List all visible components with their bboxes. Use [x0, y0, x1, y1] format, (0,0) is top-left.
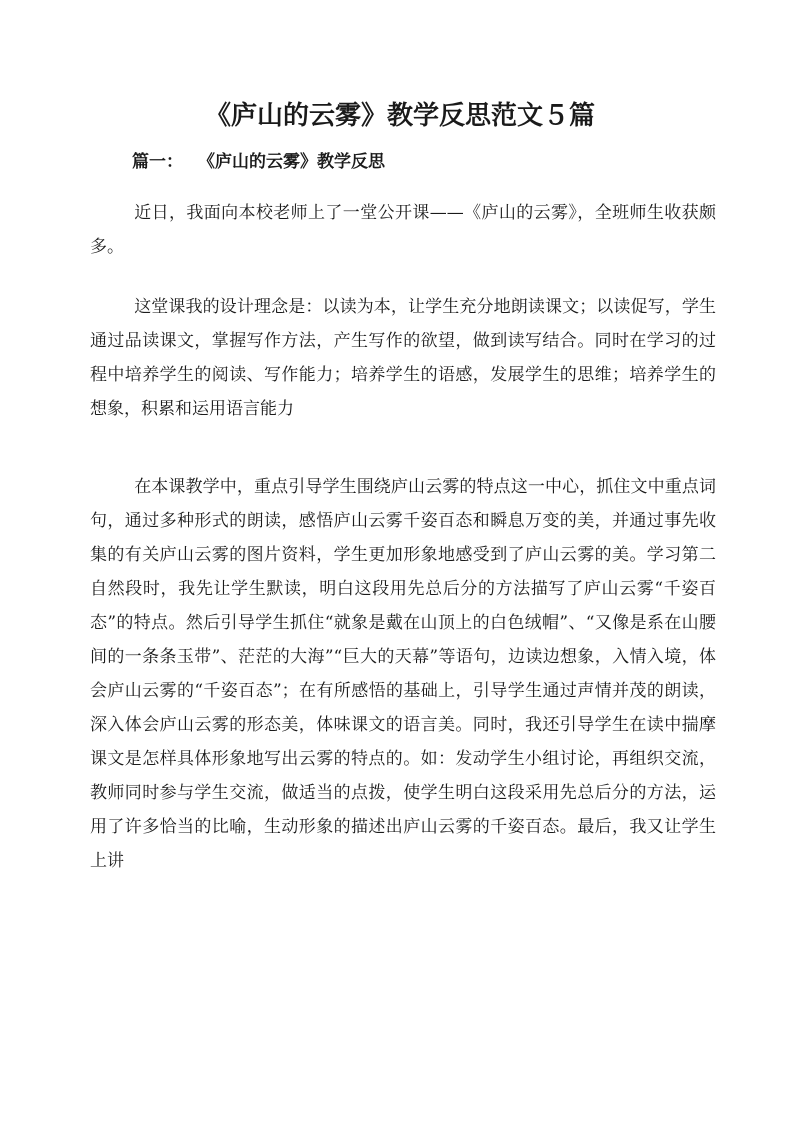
document-title: 《庐山的云雾》教学反思范文５篇 [204, 101, 595, 131]
section-label: 篇一： [132, 152, 183, 172]
section-title: 《庐山的云雾》教学反思 [198, 152, 385, 172]
paragraph-1: 近日，我面向本校老师上了一堂公开课——《庐山的云雾》，全班师生收获颇多。 [90, 203, 716, 257]
paragraph-2: 这堂课我的设计理念是：以读为本，让学生充分地朗读课文；以读促写，学生通过品读课文，掌握写作方法，产生写作的欲望，做到读写结合。同时在学习的过程中培养学生的阅读、写作能力；培养学生的语感，发展学生的思维；培养学生的想象，积累和运用语言能力 [90, 297, 716, 419]
section-heading [132, 148, 385, 176]
paragraph-3: 在本课教学中，重点引导学生围绕庐山云雾的特点这一中心，抓住文中重点词句，通过多种形式的朗读，感悟庐山云雾千姿百态和瞬息万变的美，并通过事先收集的有关庐山云雾的图片资料，学生更加形象地感受到了庐山云雾的美。学习第二自然段时，我先让学生默读，明白这段用先总后分的方法描写了庐山云雾“千姿百态”的特点。然后引导学生抓住“就象是戴在山顶上的白色绒帽”、“又像是系在山腰间的一条条玉带”、茫茫的大海”“巨大的天幕”等语句，边读边想象，入情入境，体会庐山云雾的“千姿百态”；在有所感悟的基础上，引导学生通过声情并茂的朗读，深入体会庐山云雾的形态美，体味课文的语言美。同时，我还引导学生在读中揣摩课文是怎样具体形象地写出云雾的特点的。如：发动学生小组讨论，再组织交流，教师同时参与学生交流，做适当的点拨，使学生明白这段采用先总后分的方法，运用了许多恰当的比喻，生动形象的描述出庐山云雾的千姿百态。最后，我又让学生上讲 [90, 477, 716, 871]
